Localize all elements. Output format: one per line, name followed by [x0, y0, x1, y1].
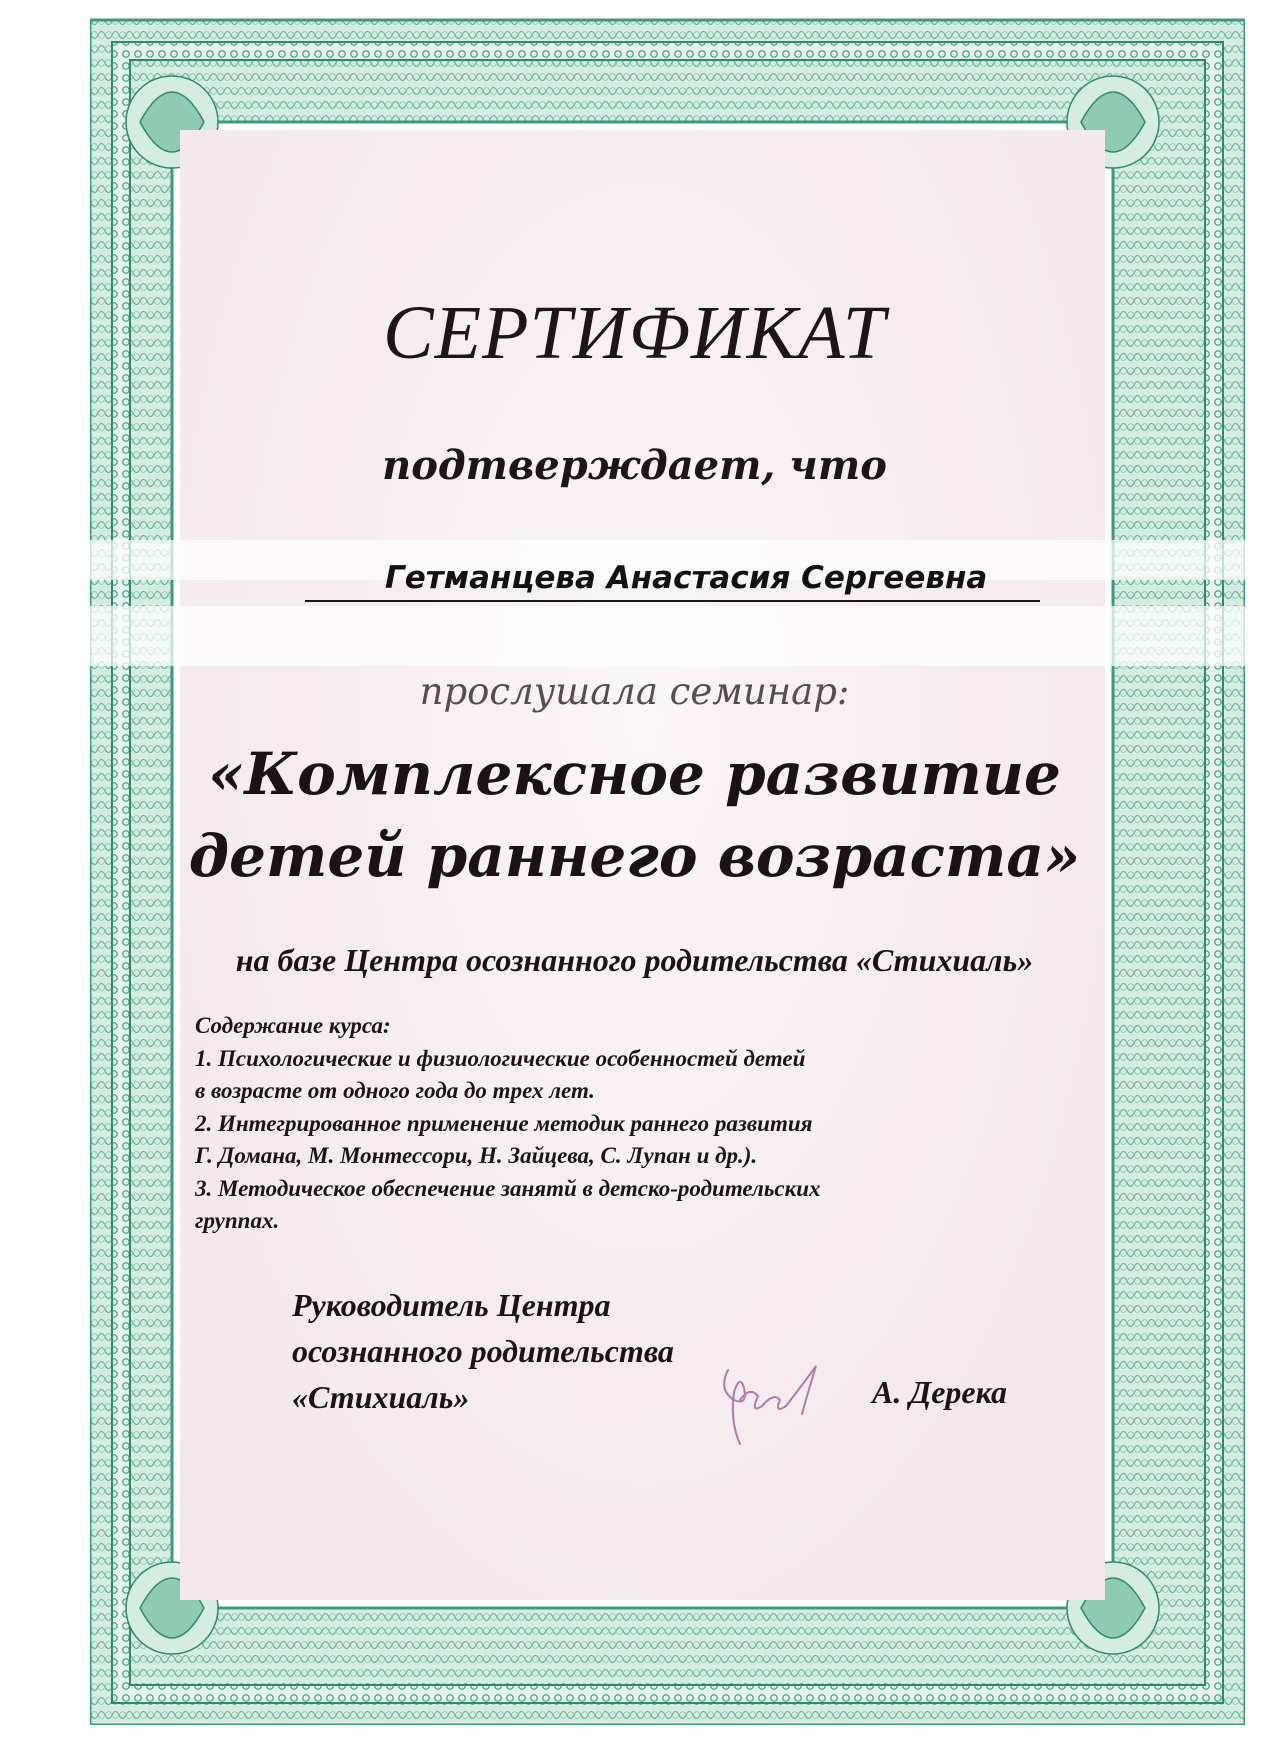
signatory-position-line: осознанного родительства	[292, 1333, 674, 1369]
signatory-name: А. Дерека	[872, 1374, 1008, 1410]
signatory-position-line: «Стихиаль»	[292, 1379, 470, 1415]
course-line: 1. Психологические и физиологические особенностей детей	[195, 1045, 806, 1071]
course-contents	[195, 1010, 821, 1238]
listened-text: прослушала семинар:	[419, 670, 850, 713]
seminar-title-line-1: «Комплексное развитие	[208, 740, 1061, 808]
course-line: Г. Домана, М. Монтессори, Н. Зайцева, С. Лупан и др.).	[195, 1143, 758, 1168]
course-heading: Содержание курса:	[195, 1013, 391, 1038]
handwritten-signature	[710, 1350, 830, 1450]
recipient-name: Гетманцева Анастасия Сергеевна	[385, 560, 988, 596]
organization-base-text: на базе Центра осознанного родительства «Стихиаль»	[235, 942, 1034, 978]
course-line: группах.	[195, 1208, 280, 1233]
confirms-text: подтверждает, что	[382, 442, 887, 489]
recipient-underline	[305, 600, 1040, 602]
course-line: 2. Интегрированное применение методик раннего развития	[195, 1110, 813, 1136]
signatory-position	[292, 1282, 674, 1420]
seminar-title-line-2: детей раннего возраста»	[188, 822, 1081, 890]
scan-artifact-band	[0, 606, 1269, 666]
signatory-position-line: Руководитель Центра	[292, 1287, 611, 1323]
course-line: в возрасте от одного года до трех лет.	[195, 1078, 595, 1103]
certificate-title: СЕРТИФИКАТ	[383, 291, 886, 375]
course-line: 3. Методическое обеспечение занятй в детско-родительских	[195, 1175, 821, 1201]
